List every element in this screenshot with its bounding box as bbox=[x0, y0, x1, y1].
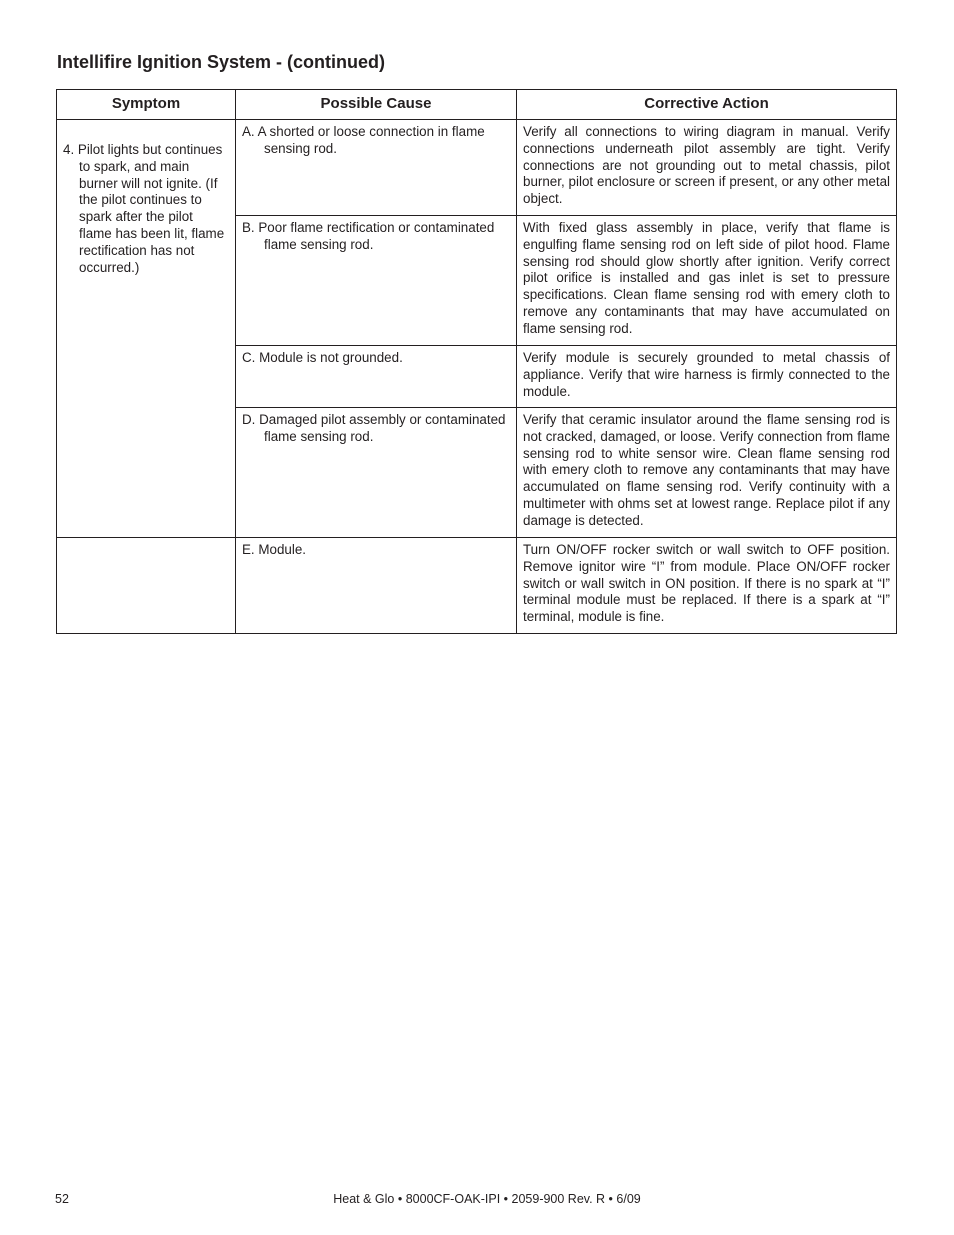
header-corrective-action: Corrective Action bbox=[517, 90, 897, 120]
symptom-cell bbox=[57, 120, 236, 538]
page-title: Intellifire Ignition System - (continued) bbox=[57, 52, 386, 72]
cause-cell bbox=[236, 120, 517, 216]
cause-text: D. Damaged pilot assembly or contaminated flame sensing rod. bbox=[242, 412, 506, 444]
header-symptom: Symptom bbox=[57, 90, 236, 120]
cause-cell bbox=[236, 346, 517, 408]
cause-cell bbox=[236, 538, 517, 634]
troubleshooting-table bbox=[56, 89, 897, 634]
page-number: 52 bbox=[55, 1192, 69, 1206]
cause-cell bbox=[236, 408, 517, 538]
symptom-text: 4. Pilot lights but continues to spark, and main burner will not ignite. (If the pilot continues to spark after the pilot flame has been lit, flame rectification has not occurred.) bbox=[63, 142, 225, 275]
action-cell: Verify all connections to wiring diagram in manual. Verify connections underneath pilot assembly are tight. Verify connections are not grounding out to metal chassis, pilot burner, pilot enclosure or screen if present, or any other metal object. bbox=[517, 120, 897, 216]
action-cell: Verify that ceramic insulator around the flame sensing rod is not cracked, damaged, or loose. Verify connection from flame sensing rod to white sensor wire. Clean flame sensing rod with emery cloth to remove any contaminants that may have accumulated on flame sensing rod. Verify continuity with a multimeter with ohms set at lowest range. Replace pilot if any damage is detected. bbox=[517, 408, 897, 538]
action-cell: With fixed glass assembly in place, verify that flame is engulfing flame sensing rod on left side of pilot hood. Flame sensing rod should glow shortly after ignition. Verify correct pilot orifice is installed and gas inlet is set to pressure specifications. Clean flame sensing rod with emery cloth to remove any contaminants that may have accumulated on flame sensing rod. bbox=[517, 216, 897, 346]
cause-text: C. Module is not grounded. bbox=[242, 350, 403, 365]
action-cell: Turn ON/OFF rocker switch or wall switch to OFF position. Remove ignitor wire “I” from module. Place ON/OFF rocker switch or wall switch in ON position. If there is no spark at “I” terminal module must be replaced. If there is a spark at “I” terminal, module is fine. bbox=[517, 538, 897, 634]
header-possible-cause: Possible Cause bbox=[236, 90, 517, 120]
table-row bbox=[57, 538, 897, 634]
symptom-cell-empty bbox=[57, 538, 236, 634]
footer-doc-info: Heat & Glo • 8000CF-OAK-IPI • 2059-900 Rev. R • 6/09 bbox=[333, 1192, 641, 1206]
cause-text: B. Poor flame rectification or contaminated flame sensing rod. bbox=[242, 220, 495, 252]
cause-text: E. Module. bbox=[242, 542, 307, 557]
table-header-row bbox=[57, 90, 897, 120]
table-row bbox=[57, 120, 897, 216]
action-cell: Verify module is securely grounded to metal chassis of appliance. Verify that wire harness is firmly connected to the module. bbox=[517, 346, 897, 408]
cause-text: A. A shorted or loose connection in flame sensing rod. bbox=[242, 124, 485, 156]
cause-cell bbox=[236, 216, 517, 346]
